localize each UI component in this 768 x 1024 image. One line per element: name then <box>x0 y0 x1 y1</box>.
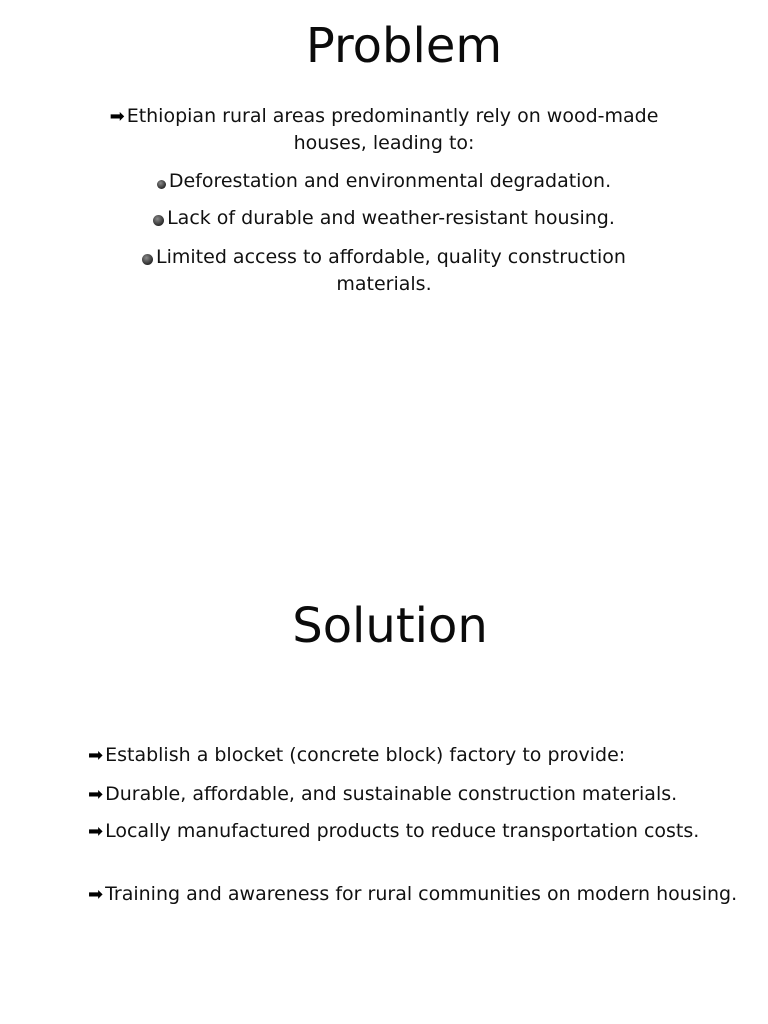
problem-bullet-label: Lack of durable and weather-resistant housing. <box>167 207 615 229</box>
right-arrow-icon: ➡ <box>88 745 104 766</box>
problem-bullet-label: Deforestation and environmental degradation. <box>168 170 612 192</box>
solution-list-item <box>88 742 738 769</box>
solution-list-item <box>88 781 738 808</box>
solution-item-label: Training and awareness for rural communities on modern housing. <box>105 883 738 905</box>
right-arrow-icon: ➡ <box>88 884 104 905</box>
problem-bullet-item <box>100 205 668 232</box>
solution-item-label: Locally manufactured products to reduce transportation costs. <box>105 820 700 842</box>
problem-heading: Problem <box>305 18 503 74</box>
right-arrow-icon: ➡ <box>109 106 125 127</box>
problem-lead-text <box>100 103 668 157</box>
solution-item-label: Establish a blocket (concrete block) factory to provide: <box>105 744 626 766</box>
bullet-dot-icon <box>153 215 164 226</box>
bullet-dot-icon <box>142 254 153 265</box>
bullet-dot-icon <box>157 180 166 189</box>
right-arrow-icon: ➡ <box>88 821 104 842</box>
solution-list-item <box>88 881 738 908</box>
problem-lead-label: Ethiopian rural areas predominantly rely on wood-made houses, leading to: <box>126 105 659 154</box>
solution-heading: Solution <box>292 598 488 654</box>
right-arrow-icon: ➡ <box>88 784 104 805</box>
solution-item-label: Durable, affordable, and sustainable construction materials. <box>105 783 678 805</box>
solution-list-item <box>88 818 738 845</box>
problem-bullet-item <box>100 244 668 298</box>
problem-bullet-label: Limited access to affordable, quality construction materials. <box>156 246 626 295</box>
problem-bullet-item <box>100 168 668 195</box>
